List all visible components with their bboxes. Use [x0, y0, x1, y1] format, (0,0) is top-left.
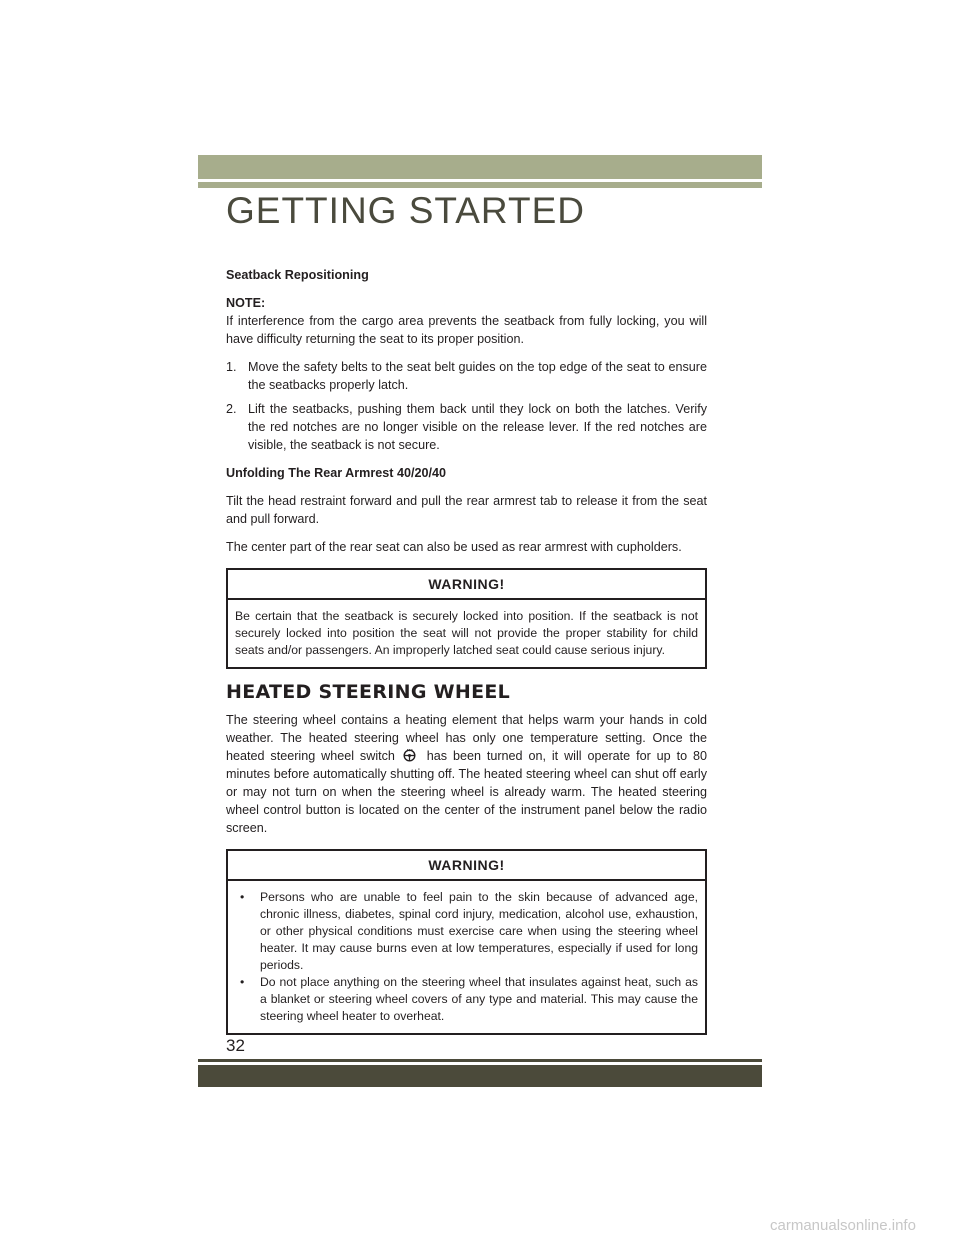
- heated-para-part-1: The steering wheel contains a heating element that helps warm your hands in cold weather. The heated steering wheel has only one temperature setting. Once the heated steering wheel switch: [226, 713, 707, 763]
- warning-box-seatback: [226, 568, 707, 669]
- heated-para-part-2: has been turned on, it will operate for up to 80 minutes before automatically shutting off. The heated steering wheel can shut off early or may not turn on when the steering wheel is already warm. The heated steering wheel control button is located on the center of the instrument panel below the radio screen.: [226, 749, 707, 835]
- note-text: If interference from the cargo area prevents the seatback from fully locking, you will have difficulty returning the seat to its proper position.: [226, 314, 707, 346]
- heated-steering-wheel-icon: [403, 749, 416, 762]
- armrest-para-2: The center part of the rear seat can also be used as rear armrest with cupholders.: [226, 540, 682, 554]
- warning-body: [228, 881, 705, 1033]
- seatback-title: Seatback Repositioning: [226, 268, 369, 282]
- section-title: GETTING STARTED: [226, 190, 585, 231]
- header-bar: [198, 155, 762, 179]
- warning-bullets: [235, 889, 698, 1025]
- page-content: [226, 266, 707, 1047]
- list-item: [235, 889, 698, 974]
- watermark: carmanualsonline.info: [770, 1217, 916, 1234]
- bullet-text: Do not place anything on the steering wheel that insulates against heat, such as a blanket or steering wheel covers of any type and material. This may cause the steering wheel heater to overheat.: [260, 975, 698, 1023]
- step-text: Lift the seatbacks, pushing them back until they lock on both the latches. Verify the red notches are no longer visible on the release lever. If the red notches are visible, the seatback is not secure.: [248, 402, 707, 452]
- bullet-dot: •: [240, 890, 245, 904]
- list-item: [226, 358, 707, 394]
- bullet-text: Persons who are unable to feel pain to the skin because of advanced age, chronic illness, diabetes, spinal cord injury, medication, alcohol use, exhaustion, or other physical conditions must exercise care when using the steering wheel heater. It may cause burns even at low temperatures, especially if used for long periods.: [260, 890, 698, 972]
- step-number: 1.: [226, 360, 237, 374]
- footer-line: [198, 1059, 762, 1062]
- footer-bar: [198, 1065, 762, 1087]
- step-number: 2.: [226, 402, 237, 416]
- armrest-title: Unfolding The Rear Armrest 40/20/40: [226, 466, 446, 480]
- seatback-steps: [226, 358, 707, 454]
- step-text: Move the safety belts to the seat belt guides on the top edge of the seat to ensure the seatbacks properly latch.: [248, 360, 707, 392]
- header-bar-line: [198, 182, 762, 188]
- bullet-dot: •: [240, 975, 245, 989]
- warning-box-heated-wheel: [226, 849, 707, 1035]
- heated-steering-heading: HEATED STEERING WHEEL: [226, 681, 511, 703]
- warning-text: Be certain that the seatback is securely locked into position. If the seatback is not securely locked into position the seat will not provide the proper stability for child seats and/or passengers. An improperly latched seat could cause serious injury.: [235, 609, 698, 657]
- list-item: [226, 400, 707, 454]
- warning-title: WARNING!: [228, 851, 705, 881]
- warning-title: WARNING!: [228, 570, 705, 600]
- list-item: [235, 974, 698, 1025]
- note-label: NOTE:: [226, 296, 266, 310]
- armrest-para-1: Tilt the head restraint forward and pull the rear armrest tab to release it from the seat and pull forward.: [226, 494, 707, 526]
- page-number: 32: [226, 1036, 245, 1055]
- heated-steering-para: [226, 711, 707, 837]
